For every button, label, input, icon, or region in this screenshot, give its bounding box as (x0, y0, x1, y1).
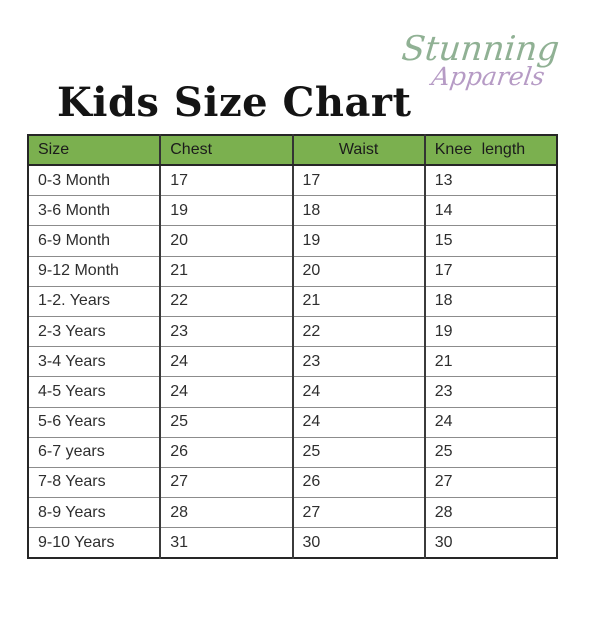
table-cell: 9-10 Years (28, 528, 160, 559)
table-cell: 25 (293, 437, 425, 467)
brand-name-stunning: Stunning (399, 29, 562, 69)
table-cell: 28 (425, 498, 557, 528)
table-cell: 25 (160, 407, 292, 437)
table-row (28, 498, 557, 528)
table-cell: 20 (293, 256, 425, 286)
table-cell: 18 (293, 196, 425, 226)
table-row (28, 407, 557, 437)
table-cell: 6-7 years (28, 437, 160, 467)
table-cell: 4-5 Years (28, 377, 160, 407)
table-cell: 24 (425, 407, 557, 437)
table-cell: 27 (425, 467, 557, 497)
table-cell: 15 (425, 226, 557, 256)
table-cell: 24 (160, 377, 292, 407)
table-cell: 21 (160, 256, 292, 286)
table-row (28, 226, 557, 256)
table-cell: 17 (293, 165, 425, 196)
table-row (28, 165, 557, 196)
table-row (28, 377, 557, 407)
table-cell: 0-3 Month (28, 165, 160, 196)
table-cell: 5-6 Years (28, 407, 160, 437)
column-header-knee-length: Knee length (425, 135, 557, 165)
table-cell: 30 (293, 528, 425, 559)
table-cell: 27 (160, 467, 292, 497)
table-cell: 8-9 Years (28, 498, 160, 528)
header-row (28, 135, 557, 165)
table-cell: 3-4 Years (28, 347, 160, 377)
table-cell: 27 (293, 498, 425, 528)
table-cell: 1-2. Years (28, 286, 160, 316)
table-cell: 7-8 Years (28, 467, 160, 497)
column-header-chest: Chest (160, 135, 292, 165)
table-cell: 26 (160, 437, 292, 467)
table-cell: 22 (160, 286, 292, 316)
table-cell: 25 (425, 437, 557, 467)
table-cell: 23 (160, 316, 292, 346)
table-cell: 31 (160, 528, 292, 559)
table-cell: 28 (160, 498, 292, 528)
table-cell: 18 (425, 286, 557, 316)
table-cell: 24 (160, 347, 292, 377)
size-chart-table-body (28, 165, 557, 558)
table-cell: 24 (293, 377, 425, 407)
column-header-size: Size (28, 135, 160, 165)
brand-logo (398, 29, 563, 91)
table-cell: 30 (425, 528, 557, 559)
table-cell: 23 (425, 377, 557, 407)
table-row (28, 196, 557, 226)
table-row (28, 347, 557, 377)
table-cell: 19 (160, 196, 292, 226)
table-row (28, 286, 557, 316)
table-cell: 6-9 Month (28, 226, 160, 256)
table-cell: 2-3 Years (28, 316, 160, 346)
table-row (28, 467, 557, 497)
table-cell: 13 (425, 165, 557, 196)
page-title: Kids Size Chart (57, 78, 412, 126)
table-cell: 19 (293, 226, 425, 256)
table-cell: 21 (425, 347, 557, 377)
table-row (28, 528, 557, 559)
size-chart-table-header (28, 135, 557, 165)
size-chart-table (27, 134, 558, 559)
table-cell: 17 (425, 256, 557, 286)
table-cell: 26 (293, 467, 425, 497)
table-cell: 22 (293, 316, 425, 346)
table-cell: 21 (293, 286, 425, 316)
table-cell: 19 (425, 316, 557, 346)
brand-name-apparels: Apparels (429, 62, 547, 91)
table-cell: 17 (160, 165, 292, 196)
table-cell: 23 (293, 347, 425, 377)
table-cell: 3-6 Month (28, 196, 160, 226)
table-cell: 24 (293, 407, 425, 437)
table-cell: 14 (425, 196, 557, 226)
table-cell: 9-12 Month (28, 256, 160, 286)
table-row (28, 437, 557, 467)
column-header-waist: Waist (293, 135, 425, 165)
table-cell: 20 (160, 226, 292, 256)
table-row (28, 316, 557, 346)
table-row (28, 256, 557, 286)
